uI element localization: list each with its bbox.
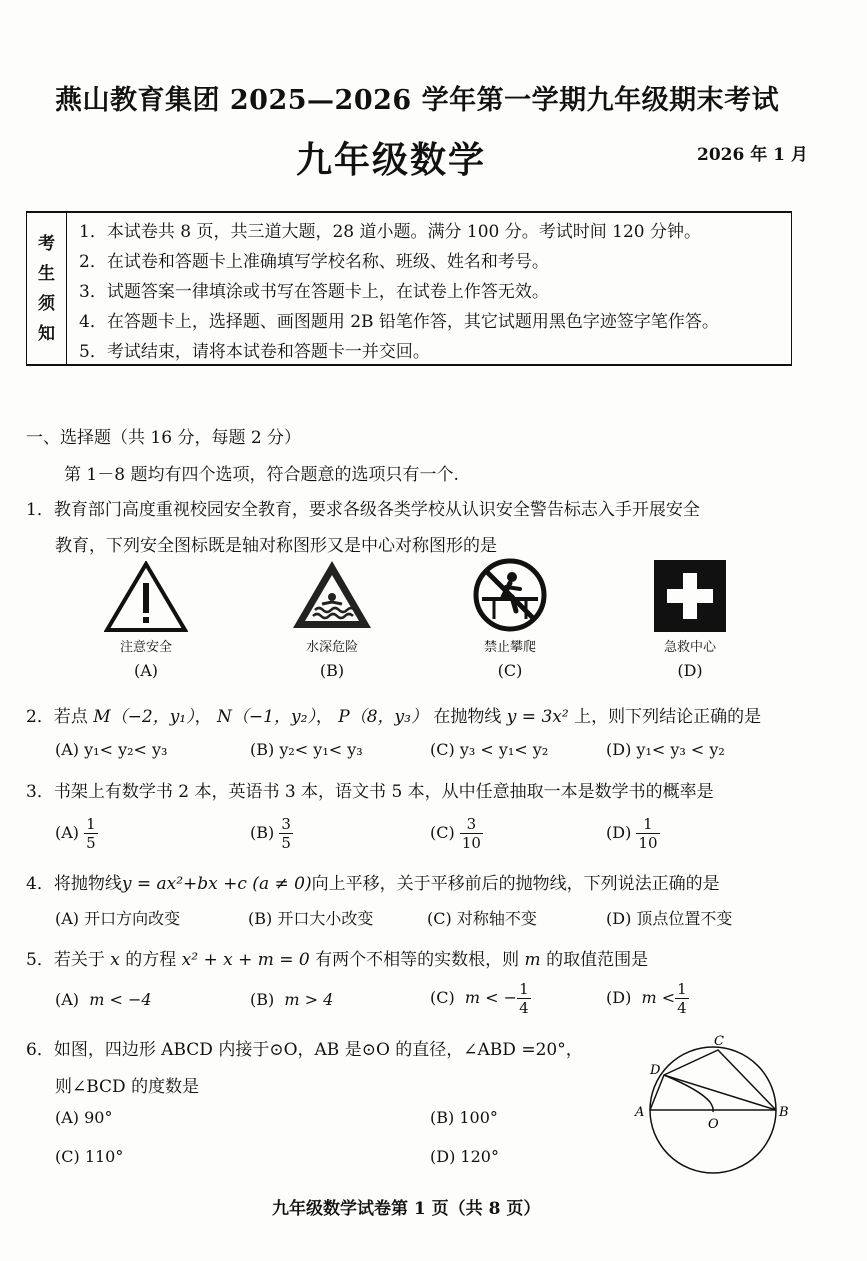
question-6-line1: 6．如图，四边形 ABCD 内接于⊙O，AB 是⊙O 的直径，∠ABD =20°， [26, 1040, 583, 1060]
option-text: m > 4 [284, 990, 334, 1009]
question-6-line2: 则∠BCD 的度数是 [55, 1077, 200, 1097]
denominator: 10 [461, 834, 481, 852]
notice-label-char: 考 [38, 234, 55, 254]
point-p: P（8，y₃） [338, 707, 428, 727]
label-a: A [635, 1105, 645, 1120]
q2-option-a: (A) y₁< y₂< y₃ [55, 740, 168, 759]
notice-label [27, 213, 67, 364]
numerator: 1 [519, 980, 529, 998]
q3-option-d [606, 815, 660, 852]
denominator: 10 [638, 834, 658, 852]
q5-option-b [250, 990, 333, 1009]
numerator: 1 [636, 815, 659, 834]
notice-item: 2．在试卷和答题卡上准确填写学校名称、班级、姓名和考号。 [79, 252, 549, 272]
q2-option-b: (B) y₂< y₁< y₃ [250, 740, 363, 759]
q3-option-c [430, 815, 483, 852]
fraction [675, 980, 689, 1017]
notice-label-char: 知 [38, 324, 55, 344]
option-c: (C) [497, 661, 523, 680]
q5-option-c [430, 980, 531, 1017]
fraction [517, 980, 531, 1017]
notice-label-char: 须 [38, 294, 55, 314]
option-b: (B) [319, 661, 345, 680]
label-d: D [650, 1063, 661, 1078]
option-label: (C) [430, 988, 455, 1007]
sign-label: 注意安全 [119, 640, 172, 655]
stem-text: 4．将抛物线 [26, 874, 122, 894]
parabola-equation: y = 3x² [506, 707, 569, 727]
q2-option-d: (D) y₁< y₃ < y₂ [606, 740, 725, 759]
notice-item: 3．试题答案一律填涂或书写在答题卡上，在试卷上作答无效。 [79, 282, 549, 302]
notice-items [79, 217, 785, 367]
label-o: O [708, 1117, 719, 1132]
parabola-equation: y = ax²+bx +c (a ≠ 0) [121, 874, 312, 894]
quadratic-equation: x² + x + m = 0 [181, 950, 310, 970]
q4-option-c: (C) 对称轴不变 [427, 909, 537, 928]
subject-title: 九年级数学 [296, 139, 487, 181]
notice-item: 4．在答题卡上，选择题、画图题用 2B 铅笔作答，其它试题用黑色字迹签字笔作答。 [79, 312, 719, 332]
stem-text: 有两个不相等的实数根，则 [315, 950, 520, 970]
section-heading: 一、选择题（共 16 分，每题 2 分） [26, 428, 302, 448]
section-instruction: 第 1－8 题均有四个选项，符合题意的选项只有一个. [64, 465, 459, 485]
q4-option-b: (B) 开口大小改变 [248, 909, 374, 928]
stem-text: 向上平移，关于平移前后的抛物线，下列说法正确的是 [311, 874, 720, 894]
option-label: (D) [606, 988, 632, 1007]
option-label: (A) [55, 990, 80, 1009]
stem-text: 5．若关于 [26, 950, 105, 970]
denominator: 4 [519, 999, 529, 1017]
q3-option-a [55, 815, 98, 852]
question-2-stem: 2．若点 M（−2，y₁）， N（−1，y₂）， P（8，y₃） 在抛物线 y = 3x² 上，则下列结论正确的是 [26, 707, 762, 727]
stem-text: 的方程 [125, 950, 177, 970]
q2-option-c: (C) y₃ < y₁< y₂ [430, 740, 549, 759]
numerator: 3 [460, 815, 483, 834]
notice-item: 1．本试卷共 8 页，共三道大题，28 道小题。满分 100 分。考试时间 120 分钟。 [79, 222, 701, 242]
fraction [279, 815, 293, 852]
option-label: (D) [606, 823, 632, 842]
warning-triangle-icon [104, 561, 188, 633]
sign-label: 禁止攀爬 [483, 640, 536, 655]
q6-option-d: (D) 120° [430, 1147, 499, 1166]
q5-option-a [55, 990, 152, 1009]
variable: m [524, 950, 541, 970]
question-3-stem: 3．书架上有数学书 2 本，英语书 3 本，语文书 5 本，从中任意抽取一本是数学书的概率是 [26, 782, 714, 802]
question-5-stem [26, 945, 648, 970]
no-climbing-icon [472, 557, 548, 633]
variable: x [110, 950, 120, 970]
q3-option-b [250, 815, 293, 852]
sign-label: 急救中心 [663, 640, 716, 655]
page-footer: 九年级数学试卷第 1 页（共 8 页） [272, 1199, 541, 1219]
option-d: (D) [677, 661, 703, 680]
q6-option-a: (A) 90° [55, 1108, 113, 1127]
question-1-line1: 1．教育部门高度重视校园安全教育，要求各级各类学校从认识安全警告标志入手开展安全 [26, 500, 700, 520]
q6-option-c: (C) 110° [55, 1147, 124, 1166]
sign-label: 水深危险 [305, 640, 358, 655]
label-b: B [779, 1105, 789, 1120]
point-n: N（−1，y₂） [217, 707, 316, 727]
denominator: 4 [677, 999, 687, 1017]
stem-text: 上，则下列结论正确的是 [574, 707, 762, 727]
fraction [460, 815, 483, 852]
exam-notice-box [26, 211, 792, 366]
question-number: 2． [26, 707, 54, 727]
option-text: m < −4 [89, 990, 152, 1009]
option-text: m < [641, 988, 676, 1007]
q4-option-d: (D) 顶点位置不变 [606, 909, 733, 928]
fraction [636, 815, 659, 852]
fraction [84, 815, 98, 852]
stem-text: 的取值范围是 [546, 950, 649, 970]
option-label: (C) [430, 823, 455, 842]
q4-option-a: (A) 开口方向改变 [55, 909, 181, 928]
numerator: 1 [677, 980, 687, 998]
exam-title: 燕山教育集团 2025—2026 学年第一学期九年级期末考试 [55, 85, 780, 116]
notice-item: 5．考试结束，请将本试卷和答题卡一并交回。 [79, 342, 430, 362]
numerator: 1 [86, 815, 96, 833]
option-text: m < − [464, 988, 518, 1007]
first-aid-cross-icon [654, 560, 726, 632]
option-a: (A) [133, 661, 159, 680]
point-m: M（−2，y₁） [93, 707, 195, 727]
label-c: C [714, 1034, 724, 1049]
denominator: 5 [281, 834, 291, 852]
numerator: 3 [281, 815, 291, 833]
stem-text: 在抛物线 [433, 707, 502, 727]
exam-date: 2026 年 1 月 [697, 145, 808, 165]
q5-option-d [606, 980, 689, 1017]
question-4-stem [26, 869, 720, 894]
option-label: (A) [55, 823, 80, 842]
option-label: (B) [250, 990, 275, 1009]
stem-text: 若点 [53, 707, 88, 727]
notice-label-char: 生 [38, 264, 55, 284]
denominator: 5 [86, 834, 96, 852]
option-label: (B) [250, 823, 275, 842]
deep-water-icon [290, 558, 374, 632]
circle-quadrilateral-figure [628, 1028, 798, 1183]
question-1-line2: 教育，下列安全图标既是轴对称图形又是中心对称图形的是 [55, 536, 497, 556]
q6-option-b: (B) 100° [430, 1108, 498, 1127]
